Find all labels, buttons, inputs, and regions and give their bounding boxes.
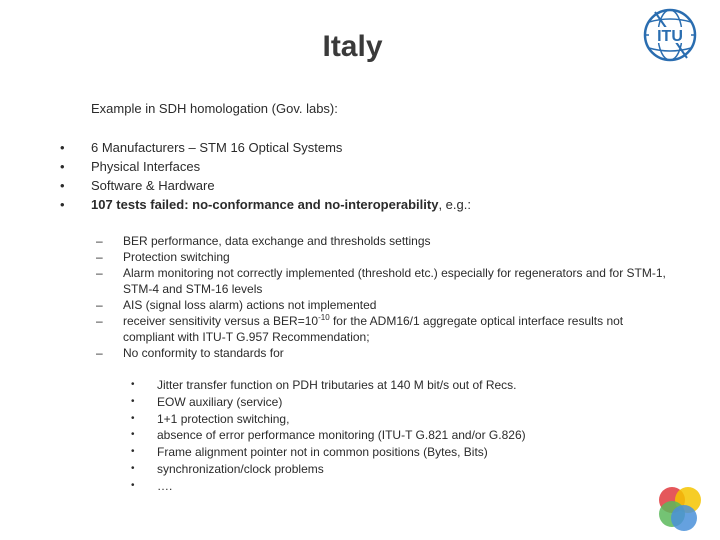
bullet-glyph: • [131,395,135,407]
bullet-glyph: • [131,446,135,458]
sub-sub-bullet-text: …. [157,478,173,493]
exponent: -10 [318,313,330,322]
sub-sub-bullet-item [0,411,720,428]
dash-glyph: – [96,234,103,248]
dash-glyph: – [96,266,103,280]
bullet-glyph: • [60,140,65,155]
sub-sub-bullet-text: absence of error performance monitoring (ITU-T G.821 and/or G.826) [157,428,526,443]
bullet-glyph: • [131,379,135,390]
bullet-glyph: • [131,479,135,491]
sub-sub-bullet-item [0,478,720,495]
sub-bullet-item [0,297,720,313]
sub-sub-bullet-list [0,377,720,495]
bullet-bold-text: 107 tests failed: no-conformance and no-interoperability [91,197,439,212]
bullet-glyph: • [60,197,65,212]
sub-bullet-text-post: for the ADM16/1 aggregate optical interface results not compliant with ITU-T G.957 Recommendation; [123,314,624,344]
dash-glyph: – [96,346,103,360]
sub-bullet-text: No conformity to standards for [123,346,284,360]
sub-sub-bullet-item [0,427,720,444]
sub-bullet-text [123,313,668,345]
sub-bullet-item [0,233,720,249]
bullet-text: Software & Hardware [91,178,215,193]
dash-glyph: – [96,298,103,312]
sub-sub-bullet-text: EOW auxiliary (service) [157,394,283,409]
bullet-glyph: • [60,178,65,193]
sub-sub-bullet-text: 1+1 protection switching, [157,411,290,426]
bullet-item [0,197,720,216]
sub-sub-bullet-item [0,461,720,478]
sub-sub-bullet-text: Frame alignment pointer not in common positions (Bytes, Bits) [157,445,488,460]
bullet-glyph: • [131,462,135,474]
sub-bullet-text: Protection switching [123,250,230,264]
sub-sub-bullet-item [0,394,720,411]
sub-bullet-text-pre: receiver sensitivity versus a BER=10 [123,314,319,328]
bullet-glyph: • [131,412,135,424]
bullet-item [0,140,720,159]
sub-bullet-item [0,345,720,361]
dash-glyph: – [96,314,103,328]
sub-sub-bullet-item [0,377,720,394]
sub-bullet-text: Alarm monitoring not correctly implemented (threshold etc.) especially for regenerators and for STM-1, STM-4 and STM-16 levels [123,266,666,296]
sub-bullet-item [0,313,720,345]
slide-title: Italy [322,30,383,63]
bullet-item [0,159,720,178]
sub-bullet-item [0,249,720,265]
dash-glyph: – [96,250,103,264]
sub-sub-bullet-text: synchronization/clock problems [157,461,324,476]
bullet-text: 6 Manufacturers – STM 16 Optical Systems [91,140,343,155]
bullet-text [91,197,471,212]
main-bullet-list [0,140,720,216]
bullet-item [0,178,720,197]
bullet-glyph: • [131,429,135,441]
bullet-text: Physical Interfaces [91,159,201,174]
bullet-tail-text: , e.g.: [438,197,471,212]
sub-sub-bullet-text: Jitter transfer function on PDH tributaries at 140 M bit/s out of Recs. [157,378,517,392]
logo-text: ITU [657,28,683,45]
sub-bullet-text: BER performance, data exchange and thresholds settings [123,234,431,248]
sub-bullet-list [0,233,720,361]
intro-text: Example in SDH homologation (Gov. labs): [91,101,338,116]
sub-bullet-text: AIS (signal loss alarm) actions not implemented [123,298,377,312]
sub-sub-bullet-item [0,444,720,461]
itu-logo-icon [641,6,699,64]
bullet-glyph: • [60,159,65,174]
sub-bullet-item [0,265,720,297]
colored-circles-logo-icon [655,483,705,533]
